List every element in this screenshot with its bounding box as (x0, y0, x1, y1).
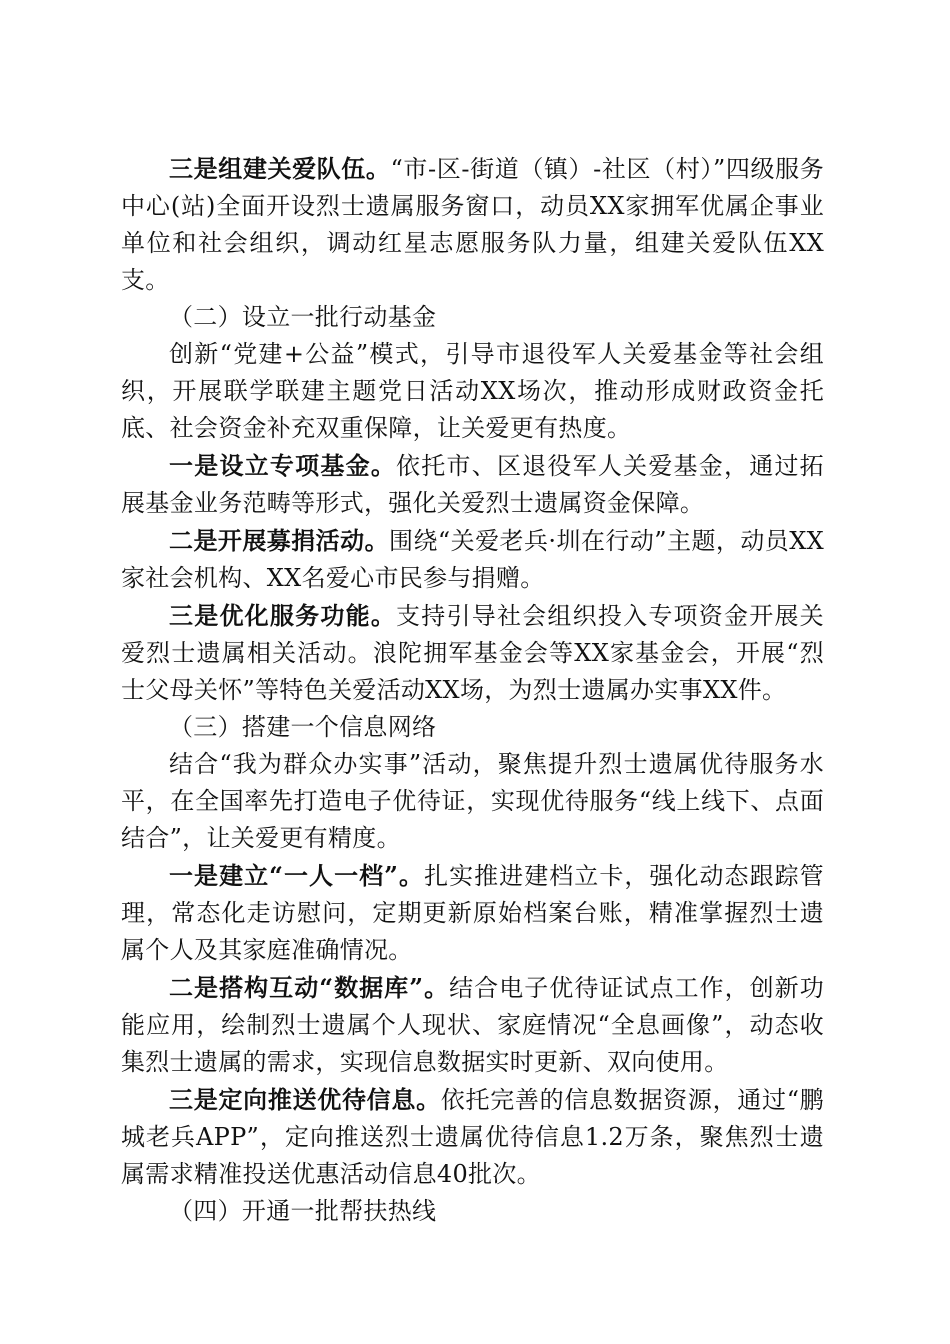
paragraph-lead: 一是建立“一人一档”。 (169, 861, 425, 890)
paragraph-lead: 三是优化服务功能。 (169, 601, 397, 630)
paragraph-intro-network (121, 746, 824, 857)
paragraph-text: 依托市、区退役军人关爱基金，通过拓展基金业务范畴等形式，强化关爱烈士遗属资金保障。 (121, 452, 824, 517)
paragraph-text: “市-区-街道（镇）-社区（村）”四级服务中心(站)全面开设烈士遗属服务窗口，动员XX家拥军优属企事业单位和社会组织，调动红星志愿服务队力量，组建关爱队伍XX支。 (121, 155, 824, 294)
paragraph-lead: 二是搭构互动“数据库”。 (169, 973, 450, 1002)
section-heading-3: （三）搭建一个信息网络 (169, 713, 437, 741)
paragraph-service-function (121, 597, 824, 709)
paragraph-donation (121, 522, 824, 597)
paragraph-one-person-one-file (121, 857, 824, 969)
paragraph-organize-care-team (121, 150, 824, 299)
paragraph-lead: 三是定向推送优待信息。 (169, 1085, 441, 1114)
document-page (121, 150, 824, 1230)
paragraph-text: 依托完善的信息数据资源，通过“鹏城老兵APP”，定向推送烈士遗属优待信息1.2万条，聚焦烈士遗属需求精准投送优惠活动信息40批次。 (121, 1086, 824, 1188)
section-heading-4: （四）开通一批帮扶热线 (169, 1197, 437, 1225)
paragraph-lead: 二是开展募捐活动。 (169, 526, 390, 555)
paragraph-text: 创新“党建+公益”模式，引导市退役军人关爱基金等社会组织，开展联学联建主题党日活动XX场次，推动形成财政资金托底、社会资金补充双重保障，让关爱更有热度。 (121, 340, 824, 442)
paragraph-database (121, 969, 824, 1081)
paragraph-text: 扎实推进建档立卡，强化动态跟踪管理，常态化走访慰问，定期更新原始档案台账，精准掌握烈士遗属个人及其家庭准确情况。 (121, 862, 824, 964)
paragraph-special-fund (121, 447, 824, 522)
section-heading-2: （二）设立一批行动基金 (169, 303, 437, 331)
paragraph-text: 支持引导社会组织投入专项资金开展关爱烈士遗属相关活动。浪陀拥军基金会等XX家基金会，开展“烈士父母关怀”等特色关爱活动XX场，为烈士遗属办实事XX件。 (121, 602, 824, 704)
paragraph-intro-fund (121, 336, 824, 447)
paragraph-text: 结合“我为群众办实事”活动，聚焦提升烈士遗属优待服务水平，在全国率先打造电子优待证，实现优待服务“线上线下、点面结合”，让关爱更有精度。 (121, 750, 824, 852)
paragraph-lead: 三是组建关爱队伍。 (169, 154, 391, 183)
paragraph-text: 结合电子优待证试点工作，创新功能应用，绘制烈士遗属个人现状、家庭情况“全息画像”，动态收集烈士遗属的需求，实现信息数据实时更新、双向使用。 (121, 974, 824, 1076)
paragraph-lead: 一是设立专项基金。 (169, 451, 397, 480)
paragraph-push-info (121, 1081, 824, 1193)
paragraph-text: 围绕“关爱老兵·圳在行动”主题，动员XX家社会机构、XX名爱心市民参与捐赠。 (121, 527, 825, 592)
